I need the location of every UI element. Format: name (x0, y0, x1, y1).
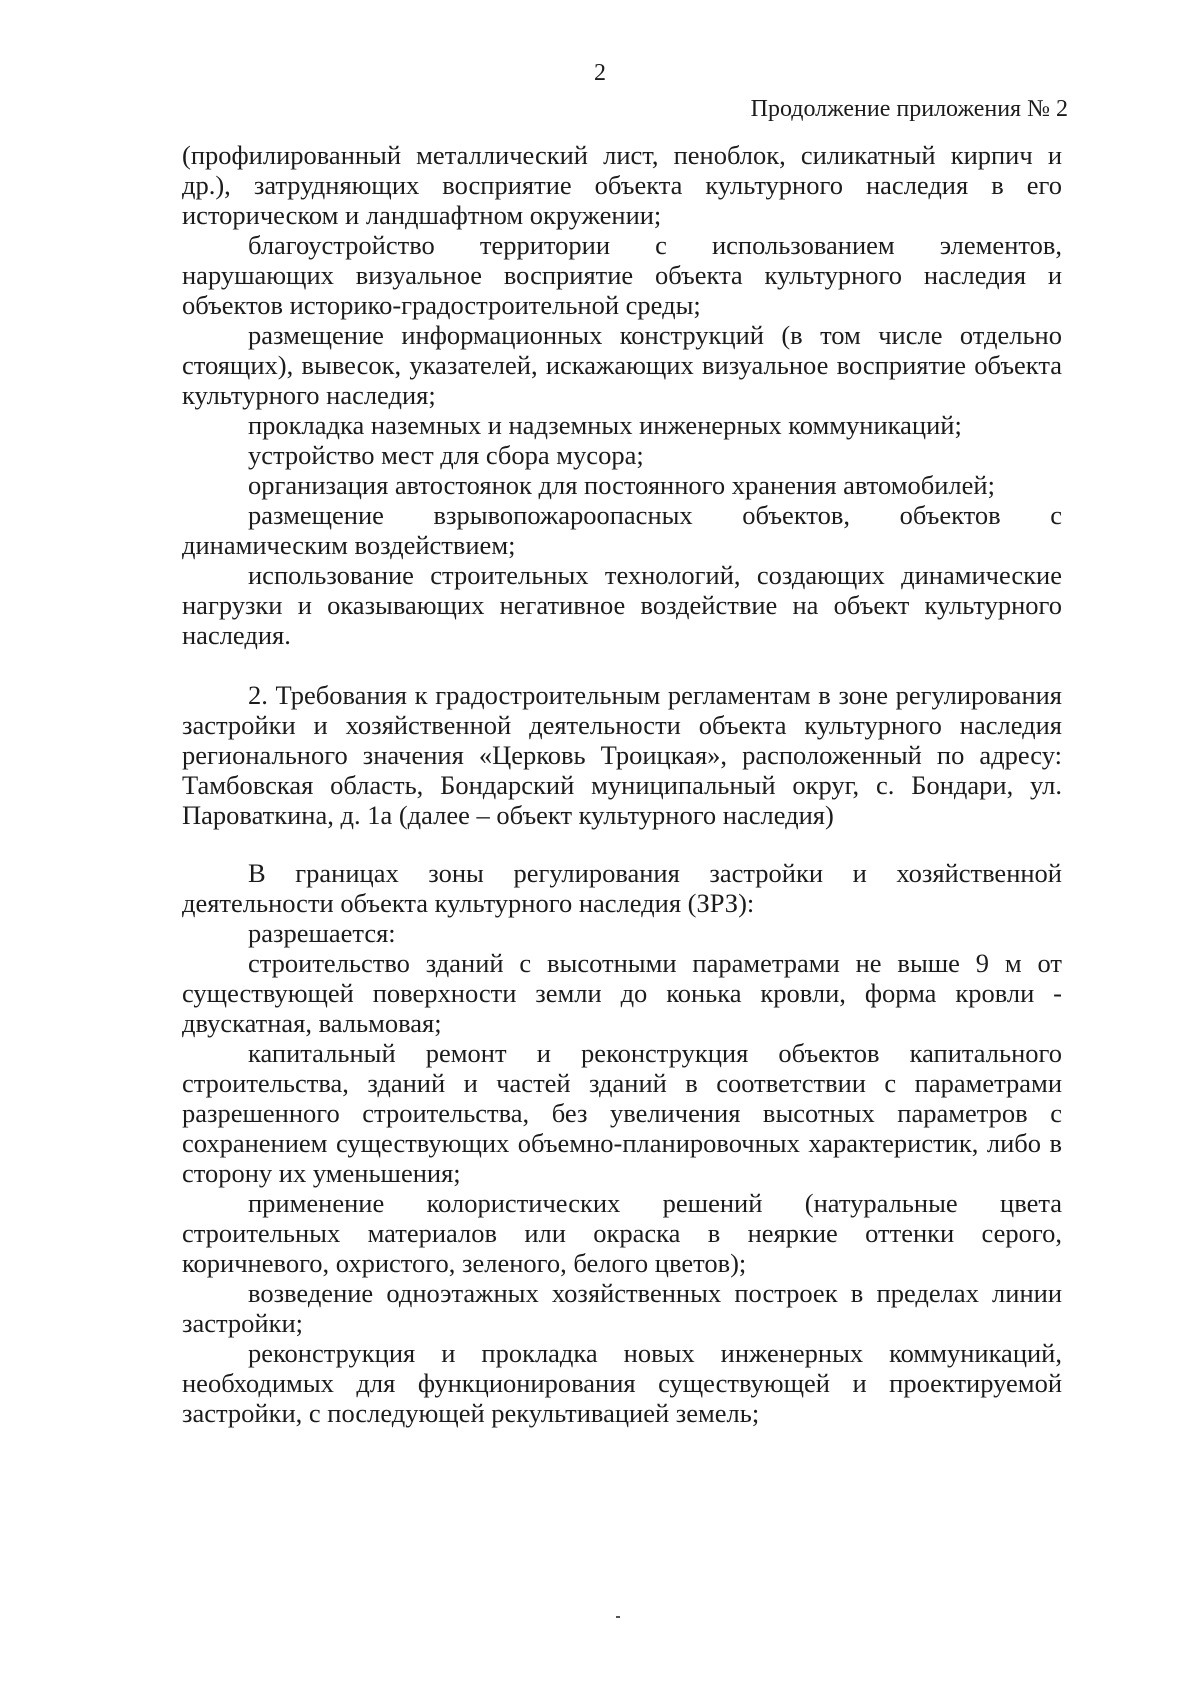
paragraph-zone-intro: В границах зоны регулирования застройки и хозяйственной деятельности объекта культурного наследия (ЗРЗ): (182, 858, 1062, 918)
paragraph-new-utilities: реконструкция и прокладка новых инженерных коммуникаций, необходимых для функционирования существующей и проектируемой застройки, с последующей рекультивацией земель; (182, 1338, 1062, 1428)
paragraph-info-structures: размещение информационных конструкций (в том числе отдельно стоящих), вывесок, указателей, искажающих визуальное восприятие объекта культурного наследия; (182, 320, 1062, 410)
paragraph-technologies: использование строительных технологий, создающих динамические нагрузки и оказывающих негативное воздействие на объект культурного наследия. (182, 560, 1062, 650)
paragraph-parking: организация автостоянок для постоянного хранения автомобилей; (248, 470, 995, 500)
paragraph-outbuildings: возведение одноэтажных хозяйственных построек в пределах линии застройки; (182, 1278, 1062, 1338)
paragraph-allowed-label: разрешается: (248, 918, 396, 948)
section-heading-2: 2. Требования к градостроительным регламентам в зоне регулирования застройки и хозяйственной деятельности объекта культурного наследия регионального значения «Церковь Троицкая», расположенный по адресу: Тамбовская область, Бондарский муниципальный округ, с. Бондари, ул. Пароваткина, д. 1а (далее – объект культурного наследия) (182, 680, 1062, 830)
paragraph-landscaping: благоустройство территории с использованием элементов, нарушающих визуальное восприятие объекта культурного наследия и объектов историко-градостроительной среды; (182, 230, 1062, 320)
paragraph-utilities: прокладка наземных и надземных инженерных коммуникаций; (248, 410, 962, 440)
paragraph-construction: строительство зданий с высотными параметрами не выше 9 м от существующей поверхности земли до конька кровли, форма кровли - двускатная, вальмовая; (182, 948, 1062, 1038)
document-body (182, 140, 1062, 1428)
paragraph-hazardous: размещение взрывопожароопасных объектов, объектов с динамическим воздействием; (182, 500, 1062, 560)
page-number: 2 (594, 60, 606, 86)
paragraph-waste: устройство мест для сбора мусора; (248, 440, 644, 470)
paragraph-colors: применение колористических решений (натуральные цвета строительных материалов или окраска в неяркие оттенки серого, коричневого, охристого, зеленого, белого цветов); (182, 1188, 1062, 1278)
paragraph-renovation: капитальный ремонт и реконструкция объектов капитального строительства, зданий и частей зданий в соответствии с параметрами разрешенного строительства, без увеличения высотных параметров с сохранением существующих объемно-планировочных характеристик, либо в сторону их уменьшения; (182, 1038, 1062, 1188)
appendix-continuation-label: Продолжение приложения № 2 (750, 96, 1068, 122)
scan-speck (616, 1616, 620, 1618)
paragraph-continuation: (профилированный металлический лист, пеноблок, силикатный кирпич и др.), затрудняющих восприятие объекта культурного наследия в его историческом и ландшафтном окружении; (182, 140, 1062, 230)
